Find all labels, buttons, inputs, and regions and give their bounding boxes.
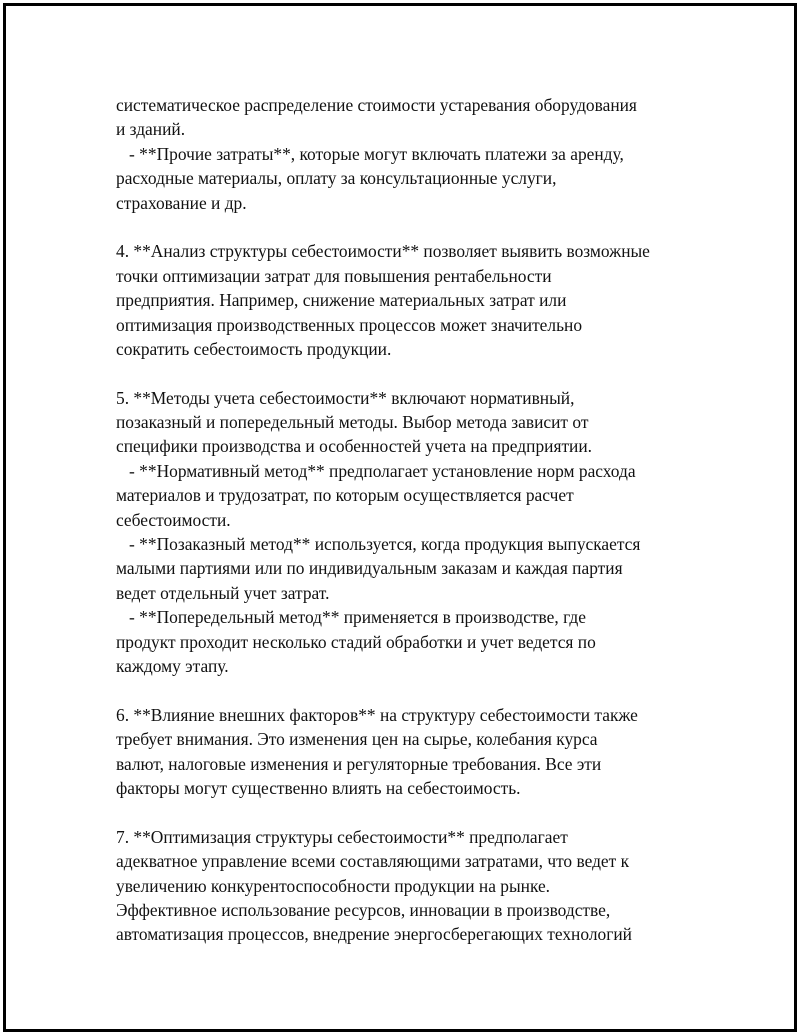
text-line: предприятия. Например, снижение материальных затрат или <box>116 290 567 311</box>
paragraph-gap <box>116 678 716 702</box>
text-line: 6. **Влияние внешних факторов** на структуру себестоимости также <box>116 704 638 725</box>
document-text <box>116 93 716 947</box>
text-line: требует внимания. Это изменения цен на сырье, колебания курса <box>116 729 598 750</box>
text-line: факторы могут существенно влиять на себестоимость. <box>116 777 521 798</box>
text-line: - **Попередельный метод** применяется в производстве, где <box>116 607 586 628</box>
text-line: страхование и др. <box>116 192 247 213</box>
paragraph-gap <box>116 361 716 385</box>
text-line: малыми партиями или по индивидуальным заказам и каждая партия <box>116 558 623 579</box>
text-line: каждому этапу. <box>116 655 229 676</box>
text-line: 4. **Анализ структуры себестоимости** позволяет выявить возможные <box>116 241 650 262</box>
text-line: систематическое распределение стоимости устаревания оборудования <box>116 95 637 115</box>
text-line: сократить себестоимость продукции. <box>116 338 392 359</box>
paragraph-gap <box>116 215 716 239</box>
text-line: ведет отдельный учет затрат. <box>116 582 330 603</box>
text-line: - **Прочие затраты**, которые могут включать платежи за аренду, <box>116 143 624 164</box>
text-line: 7. **Оптимизация структуры себестоимости** предполагает <box>116 826 568 847</box>
text-line: себестоимости. <box>116 509 231 530</box>
text-line: адекватное управление всеми составляющими затратами, что ведет к <box>116 851 630 872</box>
text-line: автоматизация процессов, внедрение энергосберегающих технологий <box>116 924 632 945</box>
text-line: - **Позаказный метод** используется, когда продукция выпускается <box>116 534 641 555</box>
text-line: 5. **Методы учета себестоимости** включают нормативный, <box>116 387 575 408</box>
text-line: точки оптимизации затрат для повышения рентабельности <box>116 265 552 286</box>
text-line: материалов и трудозатрат, по которым осуществляется расчет <box>116 485 574 506</box>
text-line: продукт проходит несколько стадий обработки и учет ведется по <box>116 631 596 652</box>
text-line: расходные материалы, оплату за консультационные услуги, <box>116 168 557 189</box>
text-line: валют, налоговые изменения и регуляторные требования. Все эти <box>116 753 602 774</box>
text-line: оптимизация производственных процессов может значительно <box>116 314 583 335</box>
text-line: специфики производства и особенностей учета на предприятии. <box>116 436 593 457</box>
text-line: увеличению конкурентоспособности продукции на рынке. <box>116 875 551 896</box>
text-line: и зданий. <box>116 119 186 140</box>
text-line: - **Нормативный метод** предполагает установление норм расхода <box>116 460 636 481</box>
paragraph-gap <box>116 800 716 824</box>
text-line: Эффективное использование ресурсов, инновации в производстве, <box>116 899 611 920</box>
text-line: позаказный и попередельный методы. Выбор метода зависит от <box>116 412 589 433</box>
